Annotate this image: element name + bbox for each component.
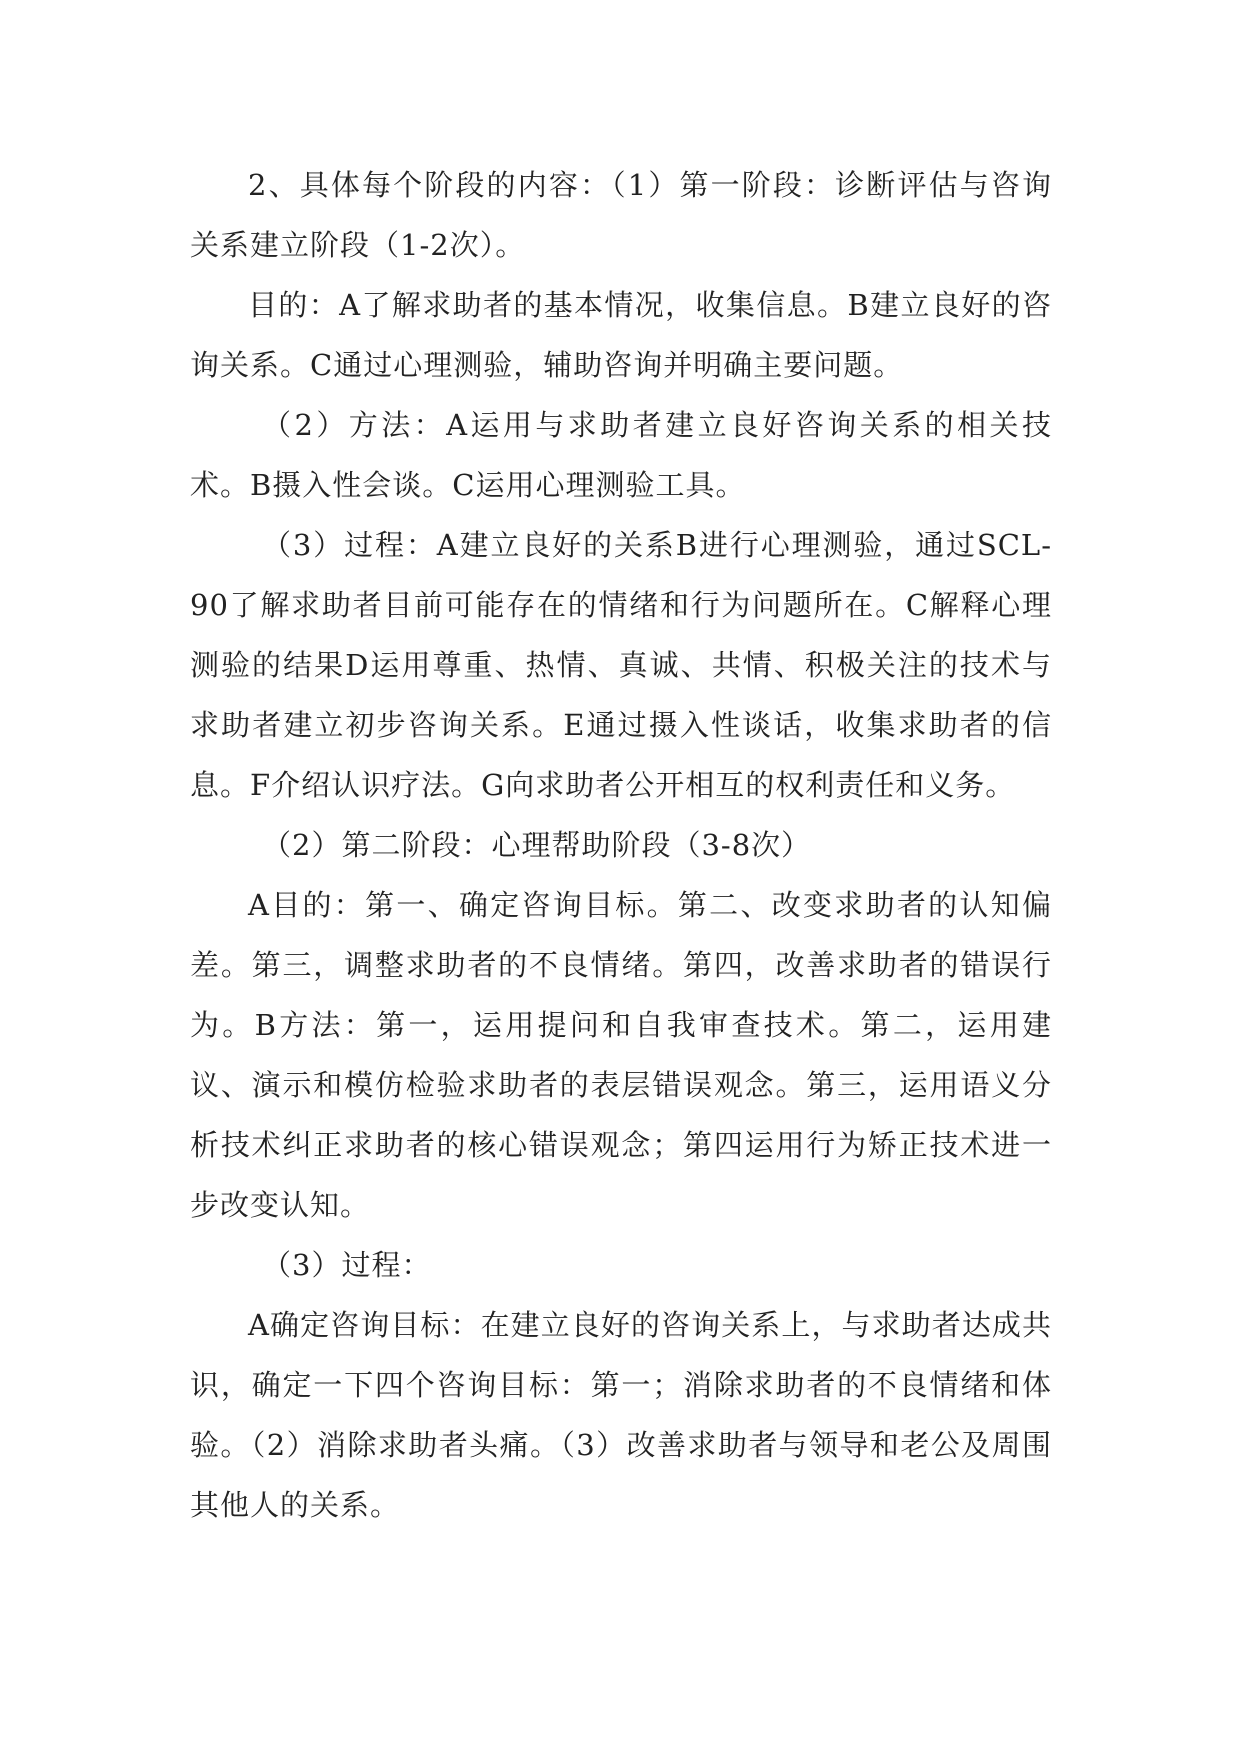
paragraph-stage-one-methods: （2）方法：A运用与求助者建立良好咨询关系的相关技术。B摄入性会谈。C运用心理测验工具。	[190, 408, 1052, 502]
paragraph-stage-one-intro: 2、具体每个阶段的内容：（1）第一阶段：诊断评估与咨询关系建立阶段（1-2次）。	[190, 168, 1052, 262]
paragraph-stage-one-process: （3）过程：A建立良好的关系B进行心理测验，通过SCL-90了解求助者目前可能存在的情绪和行为问题所在。C解释心理测验的结果D运用尊重、热情、真诚、共情、积极关注的技术与求助者建立初步咨询关系。E通过摄入性谈话，收集求助者的信息。F介绍认识疗法。G向求助者公开相互的权利责任和义务。	[190, 528, 1052, 802]
paragraph-stage-two-title: （2）第二阶段：心理帮助阶段（3-8次）	[262, 828, 812, 862]
document-body	[190, 155, 1052, 1535]
paragraph-stage-two-goals-methods: A目的：第一、确定咨询目标。第二、改变求助者的认知偏差。第三，调整求助者的不良情绪。第四，改善求助者的错误行为。B方法：第一，运用提问和自我审查技术。第二，运用建议、演示和模仿检验求助者的表层错误观念。第三，运用语义分析技术纠正求助者的核心错误观念；第四运用行为矫正技术进一步改变认知。	[190, 888, 1052, 1222]
paragraph-stage-two-goal-setting: A确定咨询目标：在建立良好的咨询关系上，与求助者达成共识，确定一下四个咨询目标：第一；消除求助者的不良情绪和体验。（2）消除求助者头痛。（3）改善求助者与领导和老公及周围其他人的关系。	[190, 1308, 1052, 1522]
paragraph-stage-one-goals: 目的：A了解求助者的基本情况，收集信息。B建立良好的咨询关系。C通过心理测验，辅助咨询并明确主要问题。	[190, 288, 1052, 382]
paragraph-stage-two-process-heading: （3）过程：	[262, 1248, 432, 1282]
